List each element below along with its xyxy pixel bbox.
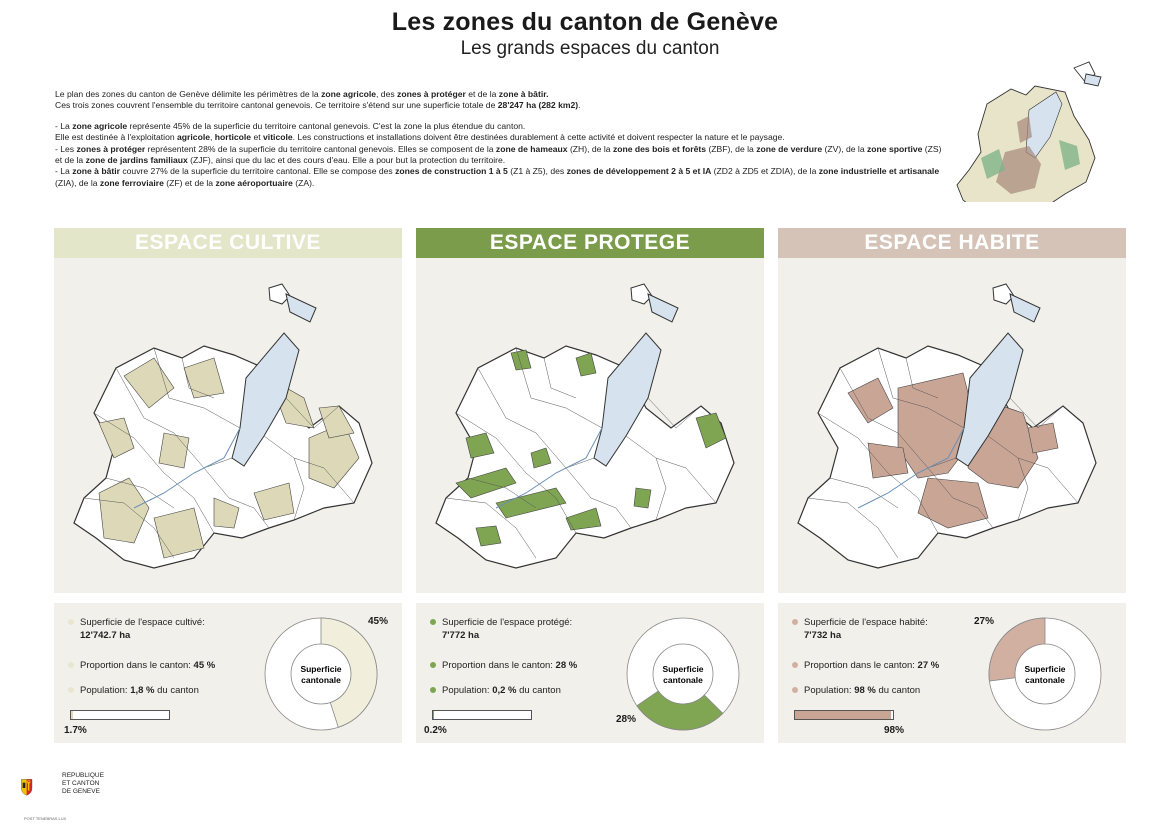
map-cultive (54, 258, 402, 593)
logo-text: REPUBLIQUE ET CANTON DE GENEVE (62, 772, 104, 795)
donut-center-label: Superficie (662, 664, 704, 674)
panel-header-protege: ESPACE PROTEGE (416, 228, 764, 258)
intro-paragraph-agricole-2: Elle est destinée à l'exploitation agricole, horticole et viticole. Les constructions et installations doivent être destinées durablement à cette activité et doivent respecter la nature et le paysage. (55, 132, 785, 143)
donut-center-label: Superficie (300, 664, 342, 674)
page-title: Les zones du canton de Genève (391, 8, 779, 36)
logo-motto: POST TENEBRAS LUX (24, 816, 67, 821)
stat-proportion: Proportion dans le canton: 28 % (430, 660, 577, 671)
stats-cultive (54, 603, 402, 743)
zone-area (1028, 423, 1058, 453)
population-bar (70, 710, 170, 720)
zone-area (159, 433, 189, 468)
stat-surface: Superficie de l'espace habité: 7'732 ha (792, 617, 928, 641)
stat-population: Population: 98 % du canton (792, 685, 920, 696)
intro-paragraph-agricole: - La zone agricole représente 45% de la superficie du territoire cantonal genevois. C'est la zone la plus étendue du canton. (55, 120, 526, 131)
population-bar (432, 710, 532, 720)
donut-center-label: cantonale (663, 675, 703, 685)
donut-percent: 28% (616, 714, 637, 725)
geneva-coat-of-arms-icon (20, 762, 60, 814)
donut-chart (262, 615, 380, 733)
enclave-lake (648, 294, 678, 322)
donut-percent: 45% (368, 616, 389, 627)
intro-paragraph-1: Le plan des zones du canton de Genève délimite les périmètres de la zone agricole, des zones à protéger et de la zone à bâtir. (55, 89, 549, 99)
stats-protege (416, 603, 764, 743)
donut-center-label: cantonale (1025, 675, 1065, 685)
stat-surface: Superficie de l'espace cultivé: 12'742.7 ha (68, 617, 205, 641)
donut-chart (624, 615, 742, 733)
population-percent: 1.7% (64, 725, 87, 736)
intro-paragraph-batir: - La zone à bâtir couvre 27% de la superficie du territoire cantonal. Elle se compose des zones de construction 1 à 5 (Z1 à Z5), des zones de développement 2 à 5 et IA (ZD2 à ZD5 et ZDIA), de la zone industrielle et artisanale (ZIA), de la zone ferroviaire (ZF) et de la zone aéroportuaire (ZA). (55, 166, 940, 188)
population-percent: 98% (884, 725, 905, 736)
stat-population: Population: 1,8 % du canton (68, 685, 199, 696)
map-protege (416, 258, 764, 593)
population-bar (794, 710, 894, 720)
donut-percent: 27% (974, 616, 995, 627)
population-percent: 0.2% (424, 725, 447, 736)
intro-paragraph-proteger: - Les zones à protéger représentent 28% de la superficie du territoire cantonal genevois. Elles se composent de la zone de hameaux (ZH), de la zone des bois et forêts (ZBF), de la zone de verdure (ZV), de la zone sportive (ZS) et de la zone de jardins familiaux (ZJF), ainsi que du lac et des cours d'eau. Elle a pour but la protection du territoire. (55, 143, 942, 166)
stat-surface: Superficie de l'espace protégé: 7'772 ha (430, 617, 572, 641)
stat-proportion: Proportion dans le canton: 27 % (792, 660, 939, 671)
map-habite (778, 258, 1126, 593)
page-subtitle: Les grands espaces du canton (460, 38, 720, 59)
enclave-lake (1010, 294, 1040, 322)
stats-habite (778, 603, 1126, 743)
panel-header-habite: ESPACE HABITE (778, 228, 1126, 258)
donut-center-label: cantonale (301, 675, 341, 685)
enclave-lake (286, 294, 316, 322)
overview-map (950, 42, 1140, 202)
stat-proportion: Proportion dans le canton: 45 % (68, 660, 215, 671)
donut-chart (986, 615, 1104, 733)
intro-text (55, 89, 945, 189)
panel-header-cultive: ESPACE CULTIVE (54, 228, 402, 258)
zone-area (634, 488, 651, 508)
donut-center-label: Superficie (1024, 664, 1066, 674)
intro-paragraph-2: Ces trois zones couvrent l'ensemble du territoire cantonal genevois. Ce territoire s'étend sur une superficie totale de 28'247 ha (282 km2). (55, 100, 581, 111)
stat-population: Population: 0,2 % du canton (430, 685, 561, 696)
